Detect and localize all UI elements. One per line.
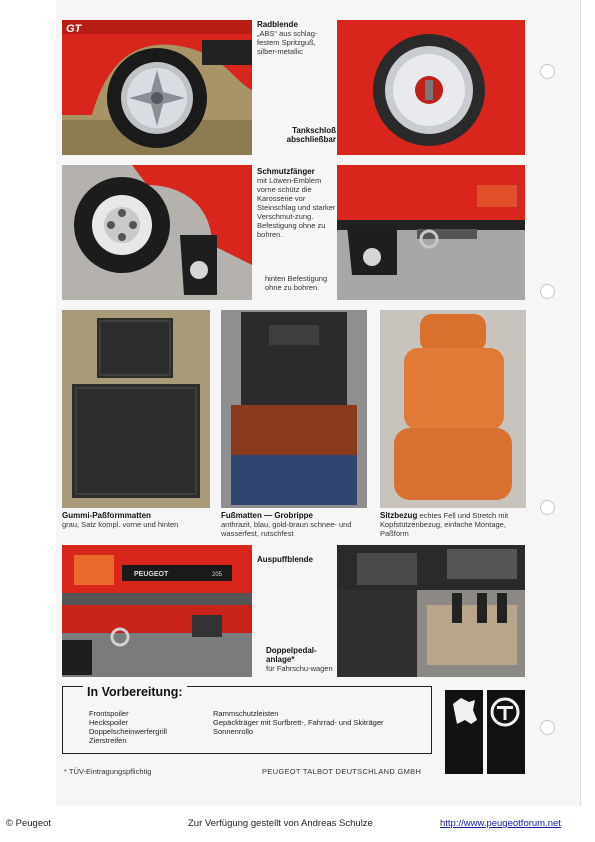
model-badge: 205 — [212, 572, 223, 578]
caption-title: Gummi-Paßformmatten — [62, 511, 151, 520]
photo-fuel-cap — [337, 20, 525, 155]
caption-radblende — [257, 20, 337, 56]
preparation-title: In Vorbereitung: — [83, 685, 187, 699]
footnote: * TÜV-Eintragungspflichtig — [64, 767, 152, 776]
caption-title: Schmutzfänger — [257, 167, 315, 176]
company-name: PEUGEOT TALBOT DEUTSCHLAND GMBH — [262, 767, 422, 776]
caption-title: Radblende — [257, 20, 298, 29]
preparation-list-right — [213, 709, 383, 736]
caption-text: echtes Fell und Stretch mit Kopfstützenbezug, einfache Montage, Paßform — [380, 511, 509, 538]
footer-credit: Zur Verfügung gestellt von Andreas Schulze — [188, 818, 373, 829]
caption-text: hinten Befestigung ohne zu bohren. — [265, 274, 328, 292]
caption-title: Fußmatten — Grobrippe — [221, 511, 313, 520]
caption-title: Doppelpedal-anlage* — [266, 646, 317, 664]
caption-schmutzfaenger-rear — [265, 274, 337, 292]
preparation-box — [62, 686, 432, 754]
caption-title: Auspuffblende — [257, 555, 313, 564]
preparation-list-left — [89, 709, 167, 745]
caption-text: anthrazit, blau, gold-braun schnee- und wasserfest, rutschfest — [221, 520, 352, 538]
photo-exhaust — [62, 545, 252, 677]
photo-mudflap-rear — [337, 165, 525, 300]
list-item: Frontspoiler — [89, 709, 129, 718]
brand-logos — [445, 690, 525, 774]
caption-sitzbezug — [380, 511, 530, 538]
list-item: Zierstreifen — [89, 736, 127, 745]
caption-text: „ABS“ aus schlag-festem Spritzguß, silber-metallic — [257, 29, 318, 56]
binder-hole — [540, 64, 555, 79]
caption-text: grau, Satz kompl. vorne und hinten — [62, 520, 179, 529]
photo-dual-pedal — [337, 545, 525, 677]
caption-tankschloss — [266, 126, 336, 144]
footer-link[interactable]: http://www.peugeotforum.net — [440, 818, 561, 829]
photo-mudflap-front — [62, 165, 252, 300]
list-item: Doppelscheinwerfergrill — [89, 727, 167, 736]
caption-title: Tankschloß abschließbar — [286, 126, 336, 144]
list-item: Heckspoiler — [89, 718, 129, 727]
caption-gummi — [62, 511, 217, 529]
peugeot-badge: PEUGEOT — [134, 571, 169, 578]
list-item: Gepäckträger mit Surfbrett-, Fahrrad- und Skiträger — [213, 718, 384, 727]
footer-copyright: © Peugeot — [6, 818, 52, 829]
peugeot-lion-icon — [453, 698, 477, 724]
caption-title: Sitzbezug — [380, 511, 418, 520]
photo-wheel-cover — [62, 20, 252, 155]
talbot-logo-icon — [492, 699, 518, 725]
binder-hole — [540, 500, 555, 515]
caption-text: für Fahrschu-wagen — [266, 664, 333, 673]
photo-seat-cover — [380, 310, 526, 508]
photo-ribbed-mats — [221, 310, 367, 508]
photo-rubber-mats — [62, 310, 210, 508]
list-item: Rammschutzleisten — [213, 709, 279, 718]
list-item: Sonnenrollo — [213, 727, 254, 736]
caption-auspuff — [257, 555, 337, 564]
caption-doppelpedal — [266, 646, 336, 673]
caption-schmutzfaenger — [257, 167, 337, 239]
binder-hole — [540, 284, 555, 299]
gti-badge: GT — [66, 23, 82, 35]
caption-text: mit Löwen-Emblem vorne schütz die Karosserie vor Steinschlag und starker Verschmut-zung. Befestigung ohne zu bohren. — [257, 176, 336, 239]
binder-hole — [540, 720, 555, 735]
caption-fussmatten — [221, 511, 373, 538]
